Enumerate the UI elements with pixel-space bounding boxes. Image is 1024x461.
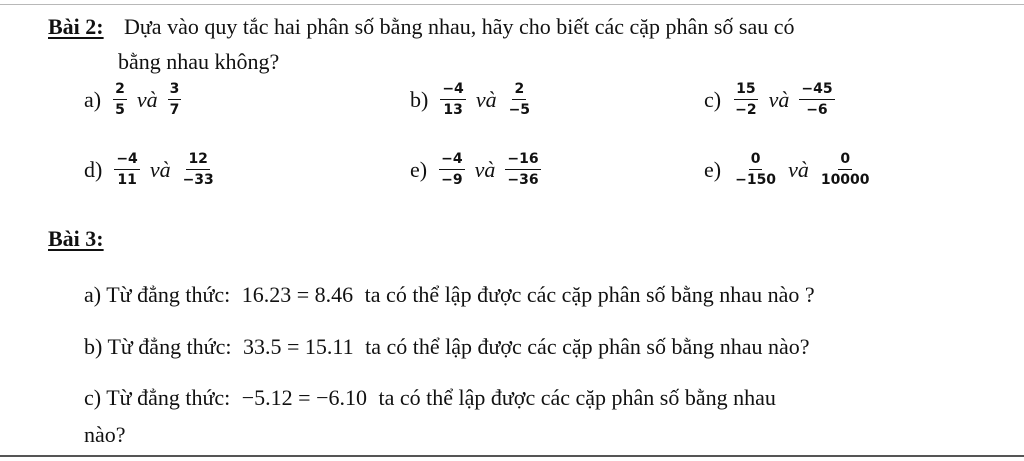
connector-va: và: [136, 86, 158, 112]
equation: 16.23 = 8.46: [241, 282, 354, 307]
fraction-2: $\frac{3}{7}$: [169, 81, 180, 118]
item-prefix: Từ đẳng thức:: [107, 334, 232, 359]
connector-va: và: [149, 156, 171, 182]
bai2-item-a: [84, 82, 185, 117]
bai3-item-c-line2: nào?: [84, 422, 126, 447]
item-label: e): [704, 156, 722, 182]
bai2-intro-line1: Dựa vào quy tắc hai phân số bằng nhau, hãy cho biết các cặp phân số sau có: [124, 14, 795, 39]
item-prefix: Từ đẳng thức:: [106, 385, 231, 410]
top-border-line: [0, 4, 1024, 5]
connector-va: và: [768, 86, 790, 112]
connector-va: và: [788, 156, 809, 182]
fraction-2: $\frac{-45}{-6}$: [801, 81, 833, 118]
item-label: a): [84, 282, 102, 307]
bai2-intro-line2: bằng nhau không?: [118, 49, 280, 74]
bai3-item-b: [84, 334, 810, 360]
item-label: b): [410, 86, 429, 112]
item-label: c): [704, 86, 722, 112]
item-prefix: Từ đẳng thức:: [106, 282, 231, 307]
item-suffix: ta có thể lập được các cặp phân số bằng nhau: [378, 385, 776, 410]
item-label: b): [84, 334, 103, 359]
fraction-1: $\frac{2}{5}$: [115, 81, 125, 118]
fraction-2: $\frac{0}{10000}$: [820, 151, 870, 188]
fraction-1: $\frac{15}{-2}$: [735, 81, 757, 118]
bai2-item-d: [84, 152, 220, 187]
equation: 33.5 = 15.11: [242, 334, 354, 359]
fraction-2: $\frac{2}{-5}$: [508, 81, 531, 118]
bai3-item-a: [84, 282, 815, 308]
fraction-2: $\frac{-16}{-36}$: [507, 151, 539, 188]
bai3-title: Bài 3:: [48, 226, 104, 251]
connector-va: và: [475, 86, 497, 112]
item-label: e): [410, 156, 428, 182]
bottom-border-line: [0, 455, 1024, 457]
fraction-2: $\frac{12}{-33}$: [182, 151, 214, 188]
item-label: c): [84, 385, 102, 410]
bai2-item-e: [410, 152, 545, 187]
bai2-item-e2: [704, 152, 876, 187]
bai3-item-c: [84, 385, 776, 411]
item-label: a): [84, 86, 102, 112]
bai2-item-b: [410, 82, 536, 117]
fraction-1: $\frac{-4}{11}$: [116, 151, 138, 188]
item-label: d): [84, 156, 103, 182]
fraction-1: $\frac{0}{-150}$: [735, 151, 777, 188]
fraction-1: $\frac{-4}{-9}$: [441, 151, 463, 188]
item-suffix: ta có thể lập được các cặp phân số bằng nhau nào ?: [364, 282, 815, 307]
bai2-title: Bài 2:: [48, 14, 104, 39]
connector-va: và: [474, 156, 496, 182]
fraction-1: $\frac{-4}{13}$: [442, 81, 464, 118]
equation: −5.12 = −6.10: [241, 385, 367, 410]
item-suffix: ta có thể lập được các cặp phân số bằng nhau nào?: [365, 334, 810, 359]
bai2-item-c: [704, 82, 839, 117]
